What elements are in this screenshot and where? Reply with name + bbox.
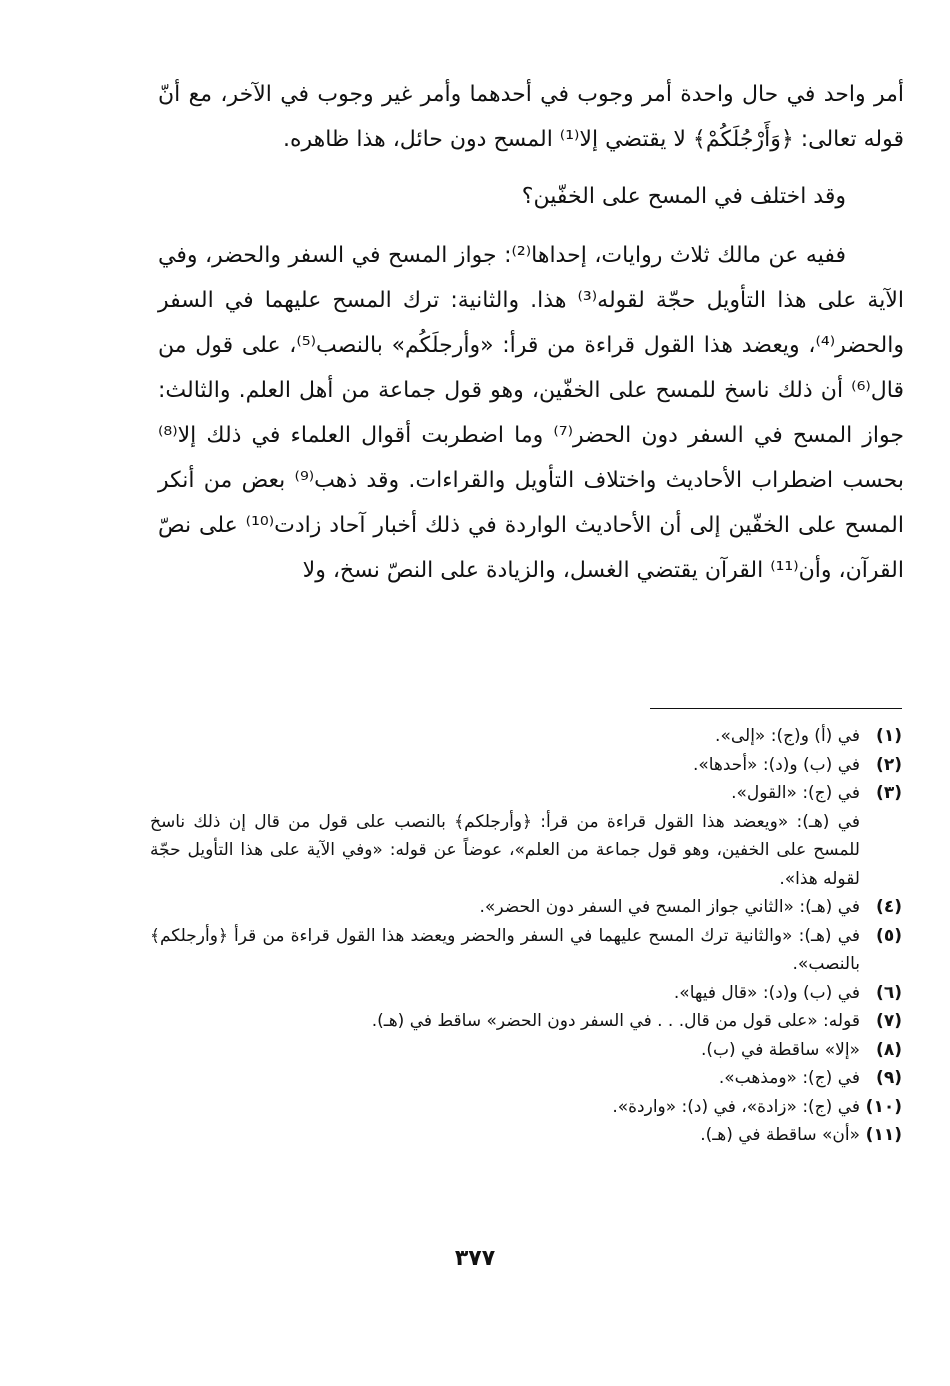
footnote-text: في (ب) و(د): «قال فيها». (673, 982, 860, 1003)
footnote-separator (650, 708, 902, 709)
footnote-number: (١١) (865, 1125, 902, 1145)
footnote-text: في (هـ): «ويعضد هذا القول قراءة من قرأ: ﴿وأرجلكم﴾ بالنصب على قول من قال إن ذلك ناسخ للمسح على الخفين، وهو قول جماعة من العلم»، عوضاً عن قوله: «وفي الآية على هذا التأويل حجّة لقوله هذا». (150, 811, 860, 889)
footnote-text: «إلا» ساقطة في (ب). (700, 1039, 860, 1060)
page-number: ٣٧٧ (454, 1246, 496, 1271)
footnote-number: (٢) (876, 754, 902, 775)
footnote-continuation (150, 808, 902, 894)
footnote-text: «أن» ساقطة في (هـ). (700, 1125, 860, 1145)
footnote-number: (٨) (876, 1039, 902, 1060)
footnote-text: قوله: «على قول من قال. . . في السفر دون الحضر» ساقط في (هـ). (371, 1011, 860, 1031)
footnote-item (150, 893, 902, 922)
footnote-number: (٩) (876, 1068, 902, 1088)
footnote-number: (١٠) (865, 1096, 902, 1117)
footnote-item (150, 751, 902, 780)
paragraph-2: ففيه عن مالك ثلاث روايات، إحداها⁽²⁾: جواز المسح في السفر والحضر، وفي الآية على هذا التأويل حجّة لقوله⁽³⁾ هذا. والثانية: ترك المسح عليهما في السفر والحضر⁽⁴⁾، ويعضد هذا القول قراءة من قرأ: «وأرجلَكُم» بالنصب⁽⁵⁾، على قول من قال⁽⁶⁾ أن ذلك ناسخ للمسح على الخفّين، وهو قول جماعة من أهل العلم. والثالث: جواز المسح في السفر دون الحضر⁽⁷⁾ وما اضطربت أقوال العلماء في ذلك إلا⁽⁸⁾ بحسب اضطراب الأحاديث واختلاف التأويل والقراءات. وقد ذهب⁽⁹⁾ بعض من أنكر المسح على الخفّين إلى أن الأحاديث الواردة في ذلك أخبار آحاد زادت⁽¹⁰⁾ على نصّ القرآن، وأن⁽¹¹⁾ القرآن يقتضي الغسل، والزيادة على النصّ نسخ، ولا (158, 243, 905, 583)
footnote-item (150, 779, 902, 808)
question-paragraph: وقد اختلف في المسح على الخفّين؟ (521, 184, 846, 209)
footnote-item (150, 979, 902, 1008)
footnote-text: في (ج): «ومذهب». (718, 1068, 860, 1088)
footnote-number: (٣) (876, 783, 902, 803)
footnote-text: في (أ) و(ج): «إلى». (715, 726, 860, 746)
paragraph-1: أمر واحد في حال واحدة أمر وجوب في أحدهما وأمر غير وجوب في الآخر، مع أنّ قوله تعالى: ﴿وَأَرْجُلَكُمْ﴾ لا يقتضي إلا⁽¹⁾ المسح دون حائل، هذا ظاهره. (158, 82, 904, 152)
footnote-text: في (هـ): «والثانية ترك المسح عليهما في السفر والحضر ويعضد هذا القول قراءة من قرأ ﴿وأرجلكم﴾ بالنصب». (150, 925, 860, 974)
footnote-number: (٤) (876, 897, 902, 917)
footnote-text: في (ج): «القول». (731, 783, 860, 803)
footnote-item (150, 1007, 902, 1036)
footnote-text: في (ب) و(د): «أحدها». (692, 754, 860, 775)
footnotes (150, 722, 902, 1150)
footnote-item (150, 1064, 902, 1093)
footnote-number: (١) (876, 726, 902, 746)
footnote-item (150, 722, 902, 751)
footnote-text: في (ج): «زادة»، في (د): «واردة». (612, 1096, 860, 1117)
footnote-number: (٦) (876, 982, 902, 1003)
footnote-item (150, 1093, 902, 1122)
footnote-item (150, 1036, 902, 1065)
footnote-number: (٥) (876, 925, 902, 946)
footnote-item (150, 1121, 902, 1150)
footnote-item (150, 922, 902, 979)
footnote-text: في (هـ): «الثاني جواز المسح في السفر دون الحضر». (479, 897, 860, 917)
main-text (158, 72, 904, 593)
footnote-number: (٧) (876, 1011, 902, 1031)
